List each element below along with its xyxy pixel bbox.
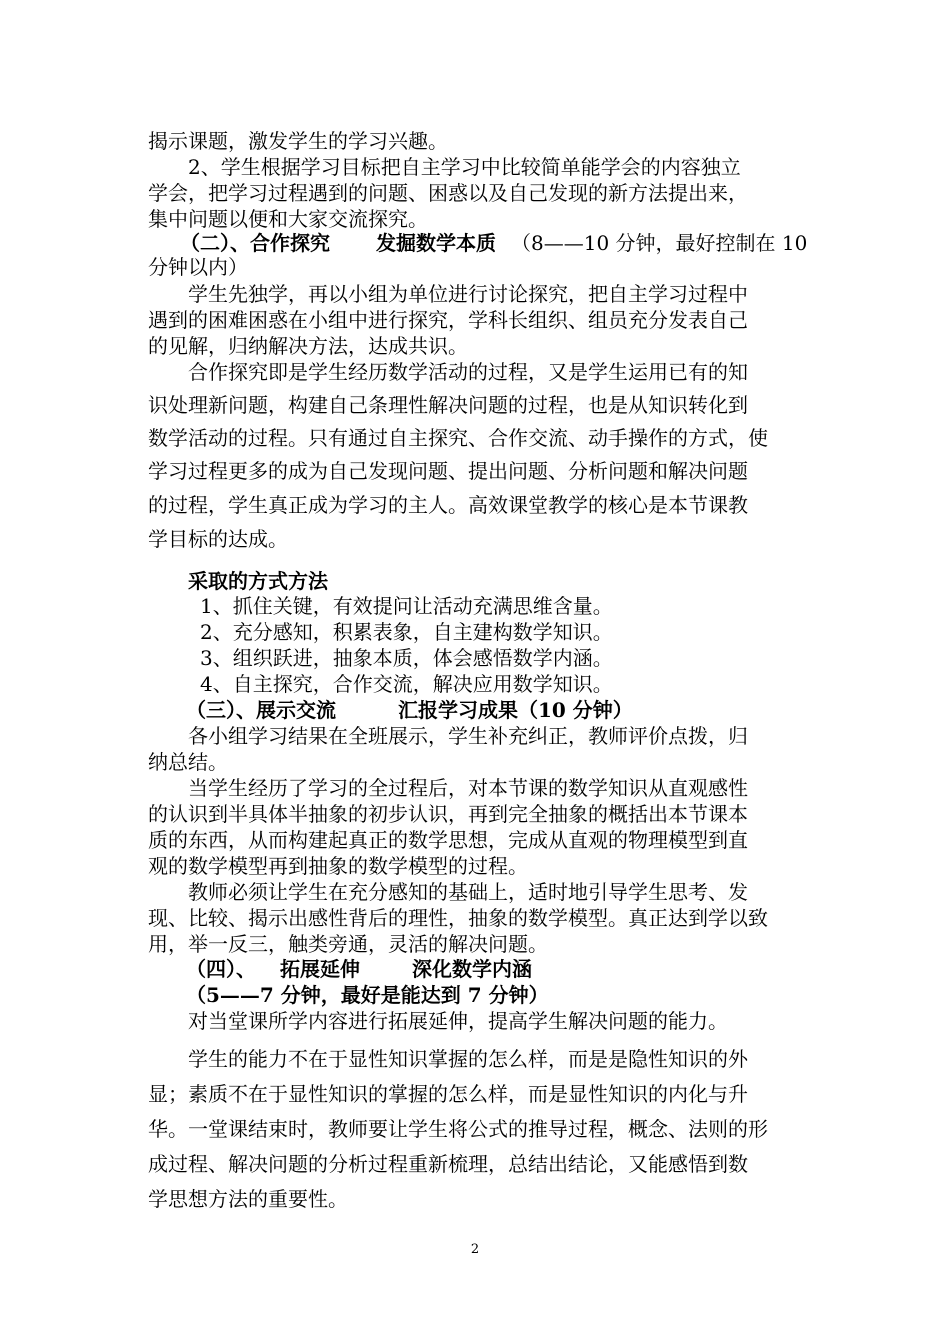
text-line: 学生的能力不在于显性知识掌握的怎么样，而是是隐性知识的外 bbox=[188, 1047, 748, 1071]
text-line: 揭示课题，激发学生的学习兴趣。 bbox=[148, 129, 448, 153]
section-heading-4-subtitle: 深化数学内涵 bbox=[412, 957, 532, 981]
text-line: 分钟以内） bbox=[148, 255, 248, 279]
text-line: 学目标的达成。 bbox=[148, 527, 288, 551]
text-line: 识处理新问题，构建自己条理性解决问题的过程，也是从知识转化到 bbox=[148, 393, 748, 417]
text-line: 学生先独学，再以小组为单位进行讨论探究，把自主学习过程中 bbox=[188, 282, 748, 306]
list-item: 1、抓住关键，有效提问让活动充满思维含量。 bbox=[200, 594, 613, 618]
section-heading-3-subtitle: 汇报学习成果（10 分钟） bbox=[398, 698, 633, 722]
text-line: 集中问题以便和大家交流探究。 bbox=[148, 207, 428, 231]
text-line: 华。一堂课结束时，教师要让学生将公式的推导过程，概念、法则的形 bbox=[148, 1117, 768, 1141]
text-line: 的过程，学生真正成为学习的主人。高效课堂教学的核心是本节课教 bbox=[148, 493, 748, 517]
text-line: 显；素质不在于显性知识的掌握的怎么样，而是显性知识的内化与升 bbox=[148, 1082, 748, 1106]
text-line: 成过程、解决问题的分析过程重新梳理，总结出结论，又能感悟到数 bbox=[148, 1152, 748, 1176]
text-line: 学思想方法的重要性。 bbox=[148, 1187, 348, 1211]
text-line: 现、比较、揭示出感性背后的理性，抽象的数学模型。真正达到学以致 bbox=[148, 906, 768, 930]
page-number: 2 bbox=[470, 1242, 480, 1257]
text-line: 2、学生根据学习目标把自主学习中比较简单能学会的内容独立 bbox=[188, 155, 741, 179]
section-heading-3: （三）、展示交流 bbox=[186, 698, 336, 722]
text-line: 各小组学习结果在全班展示，学生补充纠正，教师评价点拨，归 bbox=[188, 724, 748, 748]
text-line: 纳总结。 bbox=[148, 750, 228, 774]
section-heading-4: （四）、 bbox=[186, 957, 256, 981]
section-heading-4-time: （5——7 分钟，最好是能达到 7 分钟） bbox=[186, 983, 549, 1007]
section-heading-2-subtitle: 发掘数学本质 bbox=[376, 231, 496, 255]
text-line: 学会，把学习过程遇到的问题、困惑以及自己发现的新方法提出来， bbox=[148, 181, 748, 205]
text-line: 对当堂课所学内容进行拓展延伸，提高学生解决问题的能力。 bbox=[188, 1009, 728, 1033]
list-item: 2、充分感知，积累表象，自主建构数学知识。 bbox=[200, 620, 613, 644]
section-heading-2: （二）、合作探究 bbox=[180, 231, 330, 255]
list-item: 3、组织跃进，抽象本质，体会感悟数学内涵。 bbox=[200, 646, 613, 670]
section-heading-4-title: 拓展延伸 bbox=[280, 957, 360, 981]
text-line: 当学生经历了学习的全过程后，对本节课的数学知识从直观感性 bbox=[188, 776, 748, 800]
text-line: 合作探究即是学生经历数学活动的过程，又是学生运用已有的知 bbox=[188, 360, 748, 384]
list-item: 4、自主探究，合作交流，解决应用数学知识。 bbox=[200, 672, 613, 696]
text-line: 用，举一反三，触类旁通，灵活的解决问题。 bbox=[148, 932, 548, 956]
text-line: 质的东西，从而构建起真正的数学思想，完成从直观的物理模型到直 bbox=[148, 828, 748, 852]
text-line: 教师必须让学生在充分感知的基础上，适时地引导学生思考、发 bbox=[188, 880, 748, 904]
text-line: （8——10 分钟，最好控制在 10 bbox=[511, 231, 808, 255]
text-line: 遇到的困难困惑在小组中进行探究，学科长组织、组员充分发表自己 bbox=[148, 308, 748, 332]
text-line: 观的数学模型再到抽象的数学模型的过程。 bbox=[148, 854, 528, 878]
text-line: 数学活动的过程。只有通过自主探究、合作交流、动手操作的方式，使 bbox=[148, 426, 768, 450]
text-line: 的见解，归纳解决方法，达成共识。 bbox=[148, 334, 468, 358]
methods-heading: 采取的方式方法 bbox=[188, 569, 328, 593]
text-line: 的认识到半具体半抽象的初步认识，再到完全抽象的概括出本节课本 bbox=[148, 802, 748, 826]
text-line: 学习过程更多的成为自己发现问题、提出问题、分析问题和解决问题 bbox=[148, 459, 748, 483]
